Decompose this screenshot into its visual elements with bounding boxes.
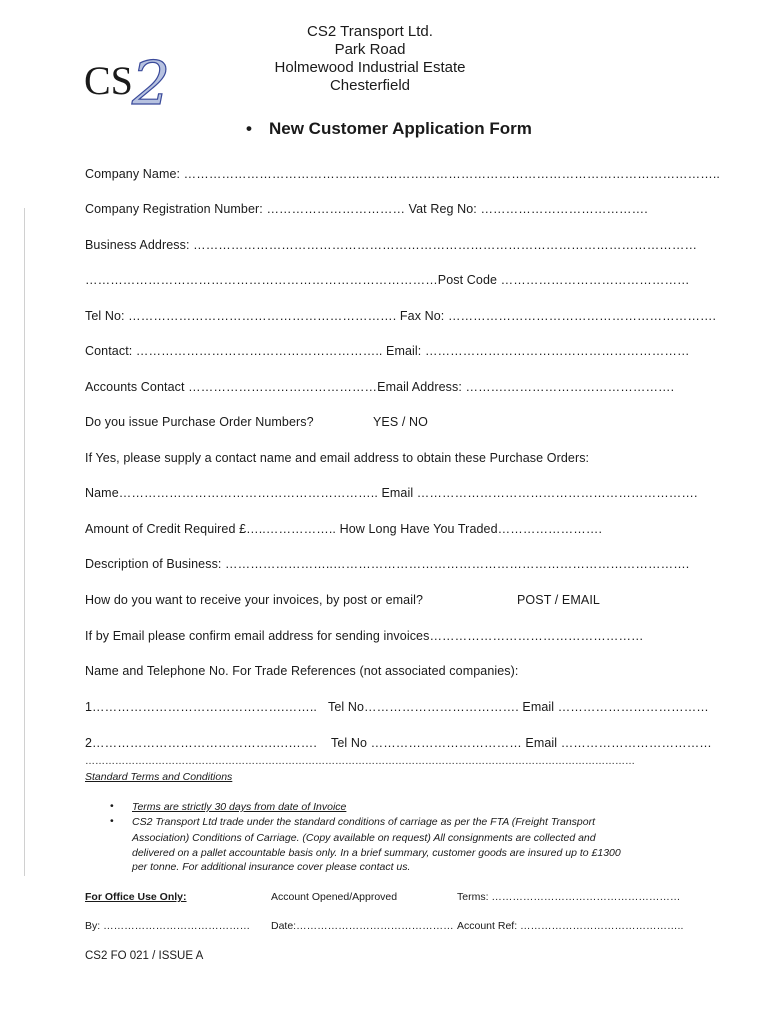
company-name-field[interactable]: Company Name: ………………………………………………………………………………………………………………..: [85, 167, 721, 181]
office-by-field[interactable]: By: ……………………………………: [85, 920, 251, 932]
company-name: CS2 Transport Ltd.: [307, 23, 433, 40]
form-title: New Customer Application Form: [269, 119, 532, 138]
office-account-ref-field[interactable]: Account Ref: ………………………………………..: [457, 920, 684, 932]
company-address-line1: Park Road: [334, 41, 406, 58]
reference-2-name[interactable]: 2…………………………………….….…….: [85, 736, 317, 750]
office-date-field[interactable]: Date:………………………………………: [271, 920, 454, 932]
po-yes-no[interactable]: YES / NO: [373, 415, 428, 429]
description-field[interactable]: Description of Business: ……………………..………………………………………………………………………….: [85, 557, 690, 571]
terms-bullet-1-marker: •: [110, 800, 114, 812]
business-address-field[interactable]: Business Address: …………………………………………………………………………………………………………: [85, 238, 698, 252]
account-opened-label: Account Opened/Approved: [271, 891, 398, 903]
terms-bullet-2-line2: Association) Conditions of Carriage. (Copy available on request) All consignments are collected and: [132, 832, 596, 844]
company-address-line2: Holmewood Industrial Estate: [274, 59, 466, 76]
accounts-contact-field[interactable]: Accounts Contact ………………………………………Email Address: ……….………………………………….: [85, 380, 675, 394]
company-address-line3: Chesterfield: [329, 77, 411, 94]
credit-field[interactable]: Amount of Credit Required £…..…………….. How Long Have You Traded…………………….: [85, 522, 603, 536]
reference-1-name[interactable]: 1……………………………………….……..: [85, 700, 317, 714]
terms-bullet-2-line3: delivered on a pallet accountable basis only. In a brief summary, customer goods are insured up to £1300: [132, 847, 621, 859]
tel-fax-field[interactable]: Tel No: ………………………………………………………. Fax No: ……………………………………………………….: [85, 309, 717, 323]
terms-heading: Standard Terms and Conditions: [85, 771, 233, 783]
reference-2-tel-email[interactable]: Tel No ……………………………… Email ………………………………: [331, 736, 712, 750]
title-bullet: •: [246, 119, 252, 138]
contact-email-field[interactable]: Contact: ………………………………………………….. Email: ………………………………………………………: [85, 344, 690, 358]
invoice-email-field[interactable]: If by Email please confirm email address for sending invoices……………………………………………: [85, 629, 644, 643]
company-logo: [84, 48, 170, 112]
postcode-field[interactable]: …………………………………………………………………………Post Code ………………………………………: [85, 273, 690, 287]
office-terms-field[interactable]: Terms: ………………………………………………: [457, 891, 681, 903]
po-instruction: If Yes, please supply a contact name and email address to obtain these Purchase Orders:: [85, 451, 590, 465]
company-registration-field[interactable]: Company Registration Number: …………………………… Vat Reg No: ………………………………….: [85, 202, 648, 216]
trade-references-label: Name and Telephone No. For Trade References (not associated companies):: [85, 664, 519, 678]
terms-bullet-2-line4: per tonne. For additional insurance cover please contact us.: [132, 861, 411, 873]
po-name-email-field[interactable]: Name…………………………………………………….. Email ………………………………………………………….: [85, 486, 698, 500]
logo-letters: CS: [84, 58, 133, 103]
logo-numeral: 2: [132, 49, 170, 112]
invoice-post-email[interactable]: POST / EMAIL: [517, 593, 600, 607]
margin-rule: [24, 208, 25, 876]
office-use-heading: For Office Use Only:: [85, 891, 187, 903]
invoice-question: How do you want to receive your invoices, by post or email?: [85, 593, 424, 607]
terms-bullet-2-marker: •: [110, 815, 114, 827]
separator-dots: …………………………………………………………………………………………………………………………………………………: [85, 756, 635, 767]
document-reference: CS2 FO 021 / ISSUE A: [85, 950, 204, 962]
po-question: Do you issue Purchase Order Numbers?: [85, 415, 314, 429]
terms-bullet-1: Terms are strictly 30 days from date of Invoice: [132, 801, 347, 813]
reference-1-tel-email[interactable]: Tel No………………………………. Email ………………………………: [328, 700, 709, 714]
terms-bullet-2-line1: CS2 Transport Ltd trade under the standard conditions of carriage as per the FTA (Freight Transport: [132, 816, 596, 828]
